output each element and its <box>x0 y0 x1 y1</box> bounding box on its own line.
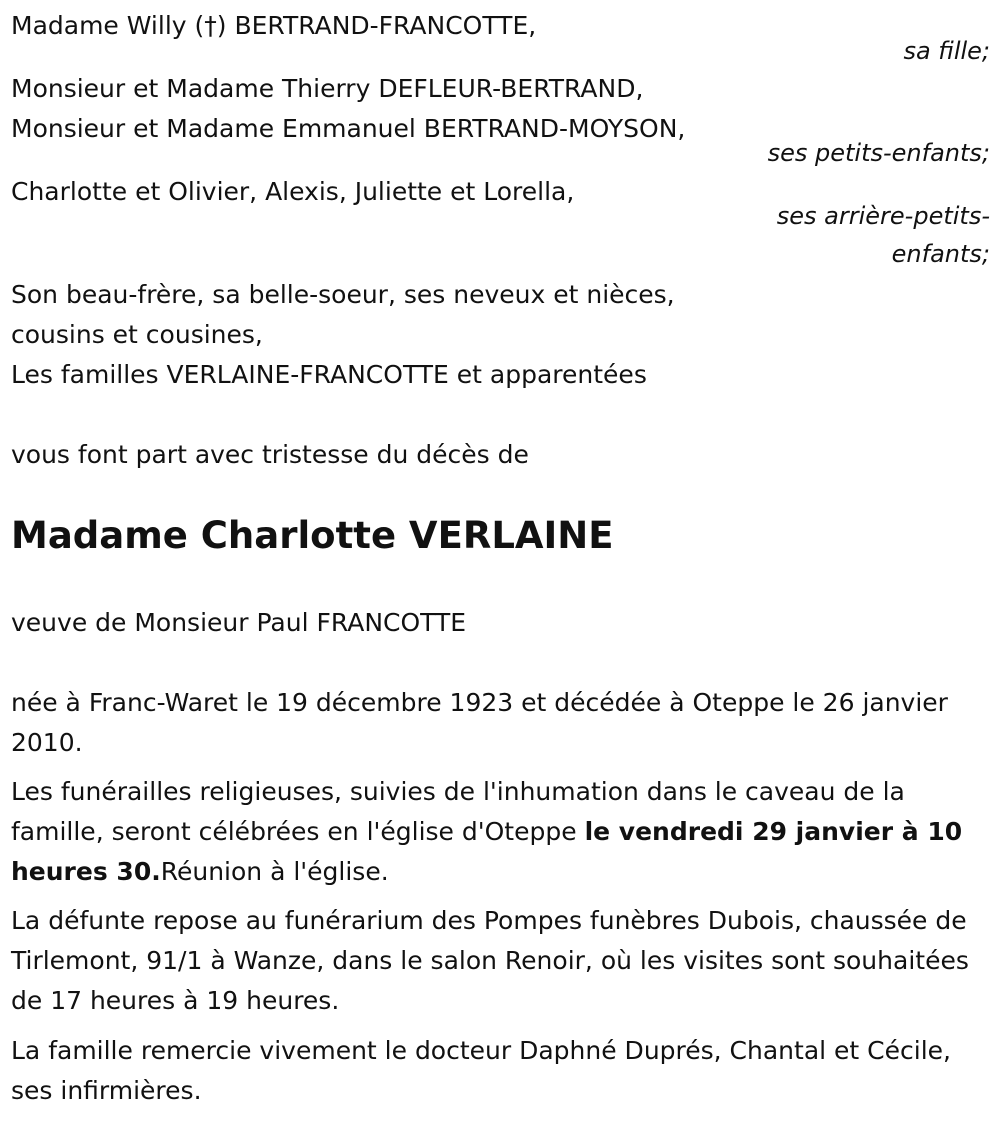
daughter-block <box>11 6 990 46</box>
grandchildren-line-2: Monsieur et Madame Emmanuel BERTRAND-MOYSON, <box>11 114 686 143</box>
other-relatives-block <box>11 275 990 395</box>
funeral-date-time: le vendredi 29 janvier à 10 heures 30. <box>11 817 963 886</box>
repose-paragraph: La défunte repose au funérarium des Pompes funèbres Dubois, chaussée de Tirlemont, 91/1 à Wanze, dans le salon Renoir, où les visites sont souhaitées de 17 heures à 19 heures. <box>11 906 969 1015</box>
other-relatives-line-1: Son beau-frère, sa belle-soeur, ses neveux et nièces, <box>11 280 675 309</box>
birth-death-paragraph: née à Franc-Waret le 19 décembre 1923 et décédée à Oteppe le 26 janvier 2010. <box>11 688 948 757</box>
grandchildren-line-1: Monsieur et Madame Thierry DEFLEUR-BERTRAND, <box>11 74 644 103</box>
other-relatives-line-3: Les familles VERLAINE-FRANCOTTE et apparentées <box>11 360 647 389</box>
widow-of-text: veuve de Monsieur Paul FRANCOTTE <box>11 608 467 637</box>
great-grandchildren-line: Charlotte et Olivier, Alexis, Juliette et Lorella, <box>11 177 575 206</box>
funeral-text-after: Réunion à l'église. <box>160 857 389 886</box>
daughter-role: sa fille; <box>903 37 990 65</box>
widow-block <box>11 603 990 643</box>
grandchildren-role: ses petits-enfants; <box>767 139 990 167</box>
thanks-paragraph: La famille remercie vivement le docteur Daphné Duprés, Chantal et Cécile, ses infirmières. <box>11 1036 951 1105</box>
deceased-name: Madame Charlotte VERLAINE <box>11 514 614 557</box>
daughter-line: Madame Willy (†) BERTRAND-FRANCOTTE, <box>11 11 537 40</box>
other-relatives-line-2: cousins et cousines, <box>11 320 263 349</box>
great-grandchildren-role-line-1: ses arrière-petits- <box>776 202 990 230</box>
funeral-paragraph <box>11 772 990 892</box>
great-grandchildren-role-line-2: enfants; <box>891 240 990 268</box>
intro-block <box>11 435 990 475</box>
funeral-text-before: Les funérailles religieuses, suivies de l'inhumation dans le caveau de la famille, seront célébrées en l'église d'Oteppe <box>11 777 905 846</box>
great-grandchildren-role <box>777 197 990 273</box>
intro-text: vous font part avec tristesse du décès de <box>11 440 529 469</box>
